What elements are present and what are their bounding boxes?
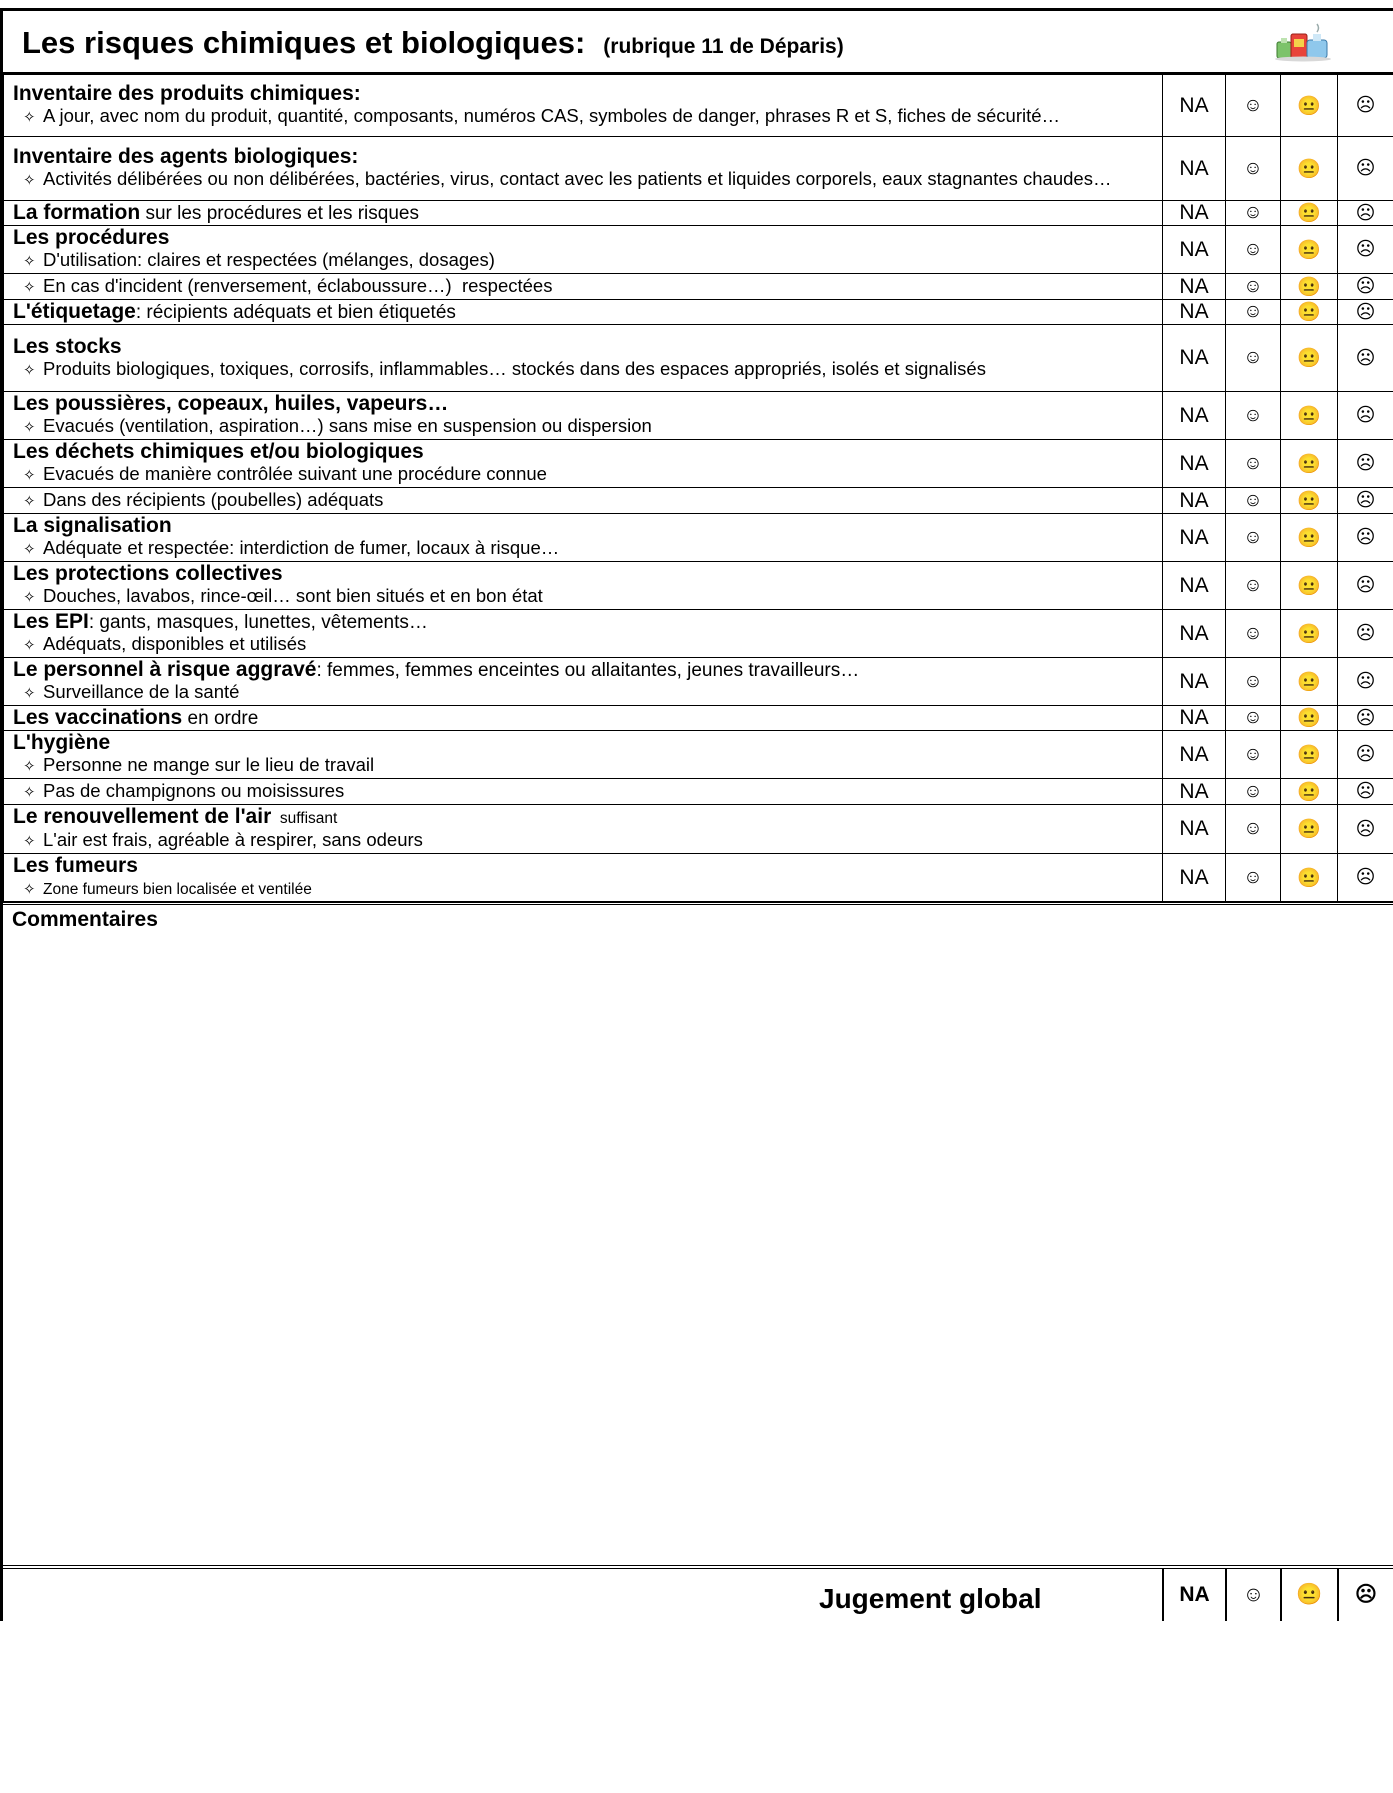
table-row xyxy=(4,226,1393,274)
happy-face-icon[interactable]: ☺ xyxy=(1226,226,1281,274)
diamond-bullet-icon: ✧ xyxy=(23,172,36,189)
row-subitem-text: D'utilisation: claires et respectées (mélanges, dosages) xyxy=(43,249,495,270)
happy-face-icon[interactable]: ☺ xyxy=(1226,562,1281,610)
row-label xyxy=(4,488,1163,514)
row-heading-bold: Inventaire des agents biologiques: xyxy=(13,145,359,168)
row-heading-bold: Les déchets chimiques et/ou biologiques xyxy=(13,440,424,463)
row-subitem xyxy=(13,489,1156,512)
row-subitem xyxy=(13,105,1156,128)
row-subitem xyxy=(13,585,1156,608)
row-subitem-text: Evacués de manière contrôlée suivant une procédure connue xyxy=(43,463,547,484)
diamond-bullet-icon: ✧ xyxy=(23,637,36,654)
row-heading-bold: Les fumeurs xyxy=(13,854,138,877)
na-cell[interactable]: NA xyxy=(1163,805,1226,854)
row-heading-bold: Inventaire des produits chimiques: xyxy=(13,82,361,105)
row-label xyxy=(4,706,1163,731)
row-subitem-text: Zone fumeurs bien localisée et ventilée xyxy=(43,881,312,898)
row-subitem xyxy=(13,358,1156,381)
table-row xyxy=(4,731,1393,779)
row-label xyxy=(4,440,1163,488)
happy-face-icon[interactable]: ☺ xyxy=(1226,440,1281,488)
row-heading xyxy=(13,202,1156,224)
na-cell[interactable]: NA xyxy=(1163,731,1226,779)
diamond-bullet-icon: ✧ xyxy=(23,758,36,775)
happy-face-icon[interactable]: ☺ xyxy=(1226,658,1281,706)
global-na-cell[interactable]: NA xyxy=(1162,1569,1225,1621)
na-cell[interactable]: NA xyxy=(1163,201,1226,226)
row-subitem-text: Adéquate et respectée: interdiction de fumer, locaux à risque… xyxy=(43,537,560,558)
happy-face-icon[interactable]: ☺ xyxy=(1226,325,1281,392)
diamond-bullet-icon: ✧ xyxy=(23,467,36,484)
title-main: Les risques chimiques et biologiques: xyxy=(22,25,586,60)
na-cell[interactable]: NA xyxy=(1163,274,1226,300)
neutral-face-icon[interactable]: 😐 xyxy=(1281,488,1338,514)
table-row xyxy=(4,274,1393,300)
na-cell[interactable]: NA xyxy=(1163,610,1226,658)
happy-face-icon[interactable]: ☺ xyxy=(1226,300,1281,325)
row-heading xyxy=(13,301,1156,323)
row-heading-bold: Le renouvellement de l'air xyxy=(13,805,272,828)
diamond-bullet-icon: ✧ xyxy=(23,253,36,270)
global-happy-face-icon[interactable]: ☺ xyxy=(1225,1569,1280,1621)
na-cell[interactable]: NA xyxy=(1163,706,1226,731)
sad-face-icon[interactable]: ☹ xyxy=(1338,392,1393,440)
checklist-table xyxy=(3,74,1393,902)
na-cell[interactable]: NA xyxy=(1163,392,1226,440)
row-heading-rest: : gants, masques, lunettes, vêtements… xyxy=(88,612,428,633)
sad-face-icon[interactable]: ☹ xyxy=(1338,854,1393,902)
row-heading-bold: Les stocks xyxy=(13,334,122,358)
row-subitem-text: Pas de champignons ou moisissures xyxy=(43,780,345,801)
table-row xyxy=(4,706,1393,731)
neutral-face-icon[interactable]: 😐 xyxy=(1281,300,1338,325)
na-cell[interactable]: NA xyxy=(1163,658,1226,706)
sad-face-icon[interactable]: ☹ xyxy=(1338,274,1393,300)
neutral-face-icon[interactable]: 😐 xyxy=(1281,392,1338,440)
row-heading-bold: Les poussières, copeaux, huiles, vapeurs… xyxy=(13,392,449,415)
table-row xyxy=(4,779,1393,805)
row-label xyxy=(4,514,1163,562)
row-subitem xyxy=(13,415,1156,438)
happy-face-icon[interactable]: ☺ xyxy=(1226,488,1281,514)
na-cell[interactable]: NA xyxy=(1163,488,1226,514)
row-heading-rest: : femmes, femmes enceintes ou allaitantes, jeunes travailleurs… xyxy=(316,660,860,681)
diamond-bullet-icon: ✧ xyxy=(23,833,36,850)
happy-face-icon[interactable]: ☺ xyxy=(1226,731,1281,779)
happy-face-icon[interactable]: ☺ xyxy=(1226,201,1281,226)
row-label xyxy=(4,300,1163,325)
row-subitem xyxy=(13,249,1156,272)
table-row xyxy=(4,488,1393,514)
row-subitem-text: Produits biologiques, toxiques, corrosifs, inflammables… stockés dans des espaces appropriés, isolés et signalisés xyxy=(43,357,986,379)
table-row xyxy=(4,805,1393,854)
neutral-face-icon[interactable]: 😐 xyxy=(1281,706,1338,731)
sad-face-icon[interactable]: ☹ xyxy=(1338,300,1393,325)
row-heading-bold: L'hygiène xyxy=(13,731,111,754)
row-heading-rest: : récipients adéquats et bien étiquetés xyxy=(135,302,456,323)
neutral-face-icon[interactable]: 😐 xyxy=(1281,75,1338,137)
title-sub: (rubrique 11 de Déparis) xyxy=(603,35,844,58)
sad-face-icon[interactable]: ☹ xyxy=(1338,562,1393,610)
sad-face-icon[interactable]: ☹ xyxy=(1338,779,1393,805)
diamond-bullet-icon: ✧ xyxy=(23,685,36,702)
sad-face-icon[interactable]: ☹ xyxy=(1338,75,1393,137)
row-label xyxy=(4,854,1163,902)
sad-face-icon[interactable]: ☹ xyxy=(1338,226,1393,274)
sad-face-icon[interactable]: ☹ xyxy=(1338,658,1393,706)
table-row xyxy=(4,562,1393,610)
row-label xyxy=(4,658,1163,706)
row-heading-bold: Les EPI xyxy=(13,610,89,633)
sad-face-icon[interactable]: ☹ xyxy=(1338,731,1393,779)
diamond-bullet-icon: ✧ xyxy=(23,541,36,558)
row-heading-rest: sur les procédures et les risques xyxy=(140,203,419,224)
happy-face-icon[interactable]: ☺ xyxy=(1226,514,1281,562)
row-subitem xyxy=(13,633,1156,656)
diamond-bullet-icon: ✧ xyxy=(23,109,36,126)
row-subitem-text: Adéquats, disponibles et utilisés xyxy=(43,633,307,654)
row-heading-bold: La signalisation xyxy=(13,514,172,537)
table-row xyxy=(4,137,1393,201)
neutral-face-icon[interactable]: 😐 xyxy=(1281,514,1338,562)
row-heading xyxy=(13,83,1156,105)
na-cell[interactable]: NA xyxy=(1163,325,1226,392)
row-heading-bold: Les procédures xyxy=(13,226,170,249)
sad-face-icon[interactable]: ☹ xyxy=(1338,325,1393,392)
row-heading-bold: Les protections collectives xyxy=(13,562,283,585)
row-heading-bold: La formation xyxy=(13,201,141,224)
na-cell[interactable]: NA xyxy=(1163,562,1226,610)
neutral-face-icon[interactable]: 😐 xyxy=(1281,731,1338,779)
sad-face-icon[interactable]: ☹ xyxy=(1338,488,1393,514)
happy-face-icon[interactable]: ☺ xyxy=(1226,706,1281,731)
row-label xyxy=(4,779,1163,805)
na-cell[interactable]: NA xyxy=(1163,226,1226,274)
neutral-face-icon[interactable]: 😐 xyxy=(1281,274,1338,300)
row-label xyxy=(4,731,1163,779)
row-subitem-text: En cas d'incident (renversement, éclaboussure…) respectées xyxy=(43,275,553,296)
row-subitem xyxy=(13,537,1156,560)
row-label xyxy=(4,75,1163,137)
happy-face-icon[interactable]: ☺ xyxy=(1226,274,1281,300)
happy-face-icon[interactable]: ☺ xyxy=(1226,805,1281,854)
global-judgement-label: Jugement global xyxy=(819,1583,1042,1614)
checklist-frame xyxy=(0,8,1393,1621)
row-subitem xyxy=(13,829,1156,852)
row-subitem xyxy=(13,754,1156,777)
global-judgement-row xyxy=(3,1565,1393,1621)
row-subitem-text: Dans des récipients (poubelles) adéquats xyxy=(43,489,384,510)
happy-face-icon[interactable]: ☺ xyxy=(1226,75,1281,137)
row-label xyxy=(4,325,1163,392)
table-row xyxy=(4,300,1393,325)
row-heading xyxy=(13,441,1156,463)
sad-face-icon[interactable]: ☹ xyxy=(1338,137,1393,201)
row-heading xyxy=(13,855,1156,877)
row-heading xyxy=(13,707,1156,729)
na-cell[interactable]: NA xyxy=(1163,137,1226,201)
row-heading xyxy=(13,393,1156,415)
row-heading xyxy=(13,336,1156,358)
row-label xyxy=(4,226,1163,274)
table-row xyxy=(4,514,1393,562)
diamond-bullet-icon: ✧ xyxy=(23,589,36,606)
happy-face-icon[interactable]: ☺ xyxy=(1226,610,1281,658)
row-subitem xyxy=(13,681,1156,704)
row-subitem xyxy=(13,275,1156,298)
table-row xyxy=(4,75,1393,137)
na-cell[interactable]: NA xyxy=(1163,854,1226,902)
sad-face-icon[interactable]: ☹ xyxy=(1338,440,1393,488)
neutral-face-icon[interactable]: 😐 xyxy=(1281,325,1338,392)
na-cell[interactable]: NA xyxy=(1163,300,1226,325)
table-row xyxy=(4,201,1393,226)
row-heading-bold: Les vaccinations xyxy=(13,706,183,729)
neutral-face-icon[interactable]: 😐 xyxy=(1281,610,1338,658)
row-subitem-text: L'air est frais, agréable à respirer, sans odeurs xyxy=(43,829,423,850)
row-heading-rest: en ordre xyxy=(182,708,259,729)
row-heading-bold: L'étiquetage xyxy=(13,300,136,323)
na-cell[interactable]: NA xyxy=(1163,514,1226,562)
neutral-face-icon[interactable]: 😐 xyxy=(1281,440,1338,488)
row-heading xyxy=(13,611,1156,633)
row-heading-bold: Le personnel à risque aggravé xyxy=(13,658,317,681)
happy-face-icon[interactable]: ☺ xyxy=(1226,392,1281,440)
row-subitem-text: Evacués (ventilation, aspiration…) sans mise en suspension ou dispersion xyxy=(43,415,652,436)
row-label xyxy=(4,392,1163,440)
neutral-face-icon[interactable]: 😐 xyxy=(1281,779,1338,805)
row-subitem xyxy=(13,463,1156,486)
row-heading xyxy=(13,732,1156,754)
sad-face-icon[interactable]: ☹ xyxy=(1338,610,1393,658)
neutral-face-icon[interactable]: 😐 xyxy=(1281,562,1338,610)
comments-area[interactable] xyxy=(3,902,1393,1565)
neutral-face-icon[interactable]: 😐 xyxy=(1281,137,1338,201)
row-heading-rest: suffisant xyxy=(271,810,338,827)
row-label xyxy=(4,610,1163,658)
sad-face-icon[interactable]: ☹ xyxy=(1338,706,1393,731)
page-title xyxy=(22,25,844,61)
row-heading xyxy=(13,806,1156,829)
row-heading xyxy=(13,515,1156,537)
happy-face-icon[interactable]: ☺ xyxy=(1226,854,1281,902)
row-label xyxy=(4,137,1163,201)
row-label xyxy=(4,562,1163,610)
comments-label: Commentaires xyxy=(12,908,158,931)
title-row xyxy=(3,11,1393,74)
table-row xyxy=(4,440,1393,488)
table-row xyxy=(4,325,1393,392)
diamond-bullet-icon: ✧ xyxy=(23,419,36,436)
diamond-bullet-icon: ✧ xyxy=(23,493,36,510)
neutral-face-icon[interactable]: 😐 xyxy=(1281,658,1338,706)
happy-face-icon[interactable]: ☺ xyxy=(1226,137,1281,201)
diamond-bullet-icon: ✧ xyxy=(23,881,36,898)
diamond-bullet-icon: ✧ xyxy=(23,784,36,801)
sad-face-icon[interactable]: ☹ xyxy=(1338,805,1393,854)
table-row xyxy=(4,658,1393,706)
happy-face-icon[interactable]: ☺ xyxy=(1226,779,1281,805)
row-label xyxy=(4,201,1163,226)
neutral-face-icon[interactable]: 😐 xyxy=(1281,201,1338,226)
row-subitem-text: Activités délibérées ou non délibérées, bactéries, virus, contact avec les patients et liquides corporels, eaux stagnantes chaudes… xyxy=(43,168,1112,189)
row-heading xyxy=(13,659,1156,681)
table-row xyxy=(4,854,1393,902)
global-neutral-face-icon[interactable]: 😐 xyxy=(1280,1569,1337,1621)
row-subitem-text: Surveillance de la santé xyxy=(43,681,240,702)
row-label xyxy=(4,805,1163,854)
diamond-bullet-icon: ✧ xyxy=(23,279,36,296)
row-subitem xyxy=(13,780,1156,803)
table-row xyxy=(4,392,1393,440)
neutral-face-icon[interactable]: 😐 xyxy=(1281,854,1338,902)
diamond-bullet-icon: ✧ xyxy=(23,361,36,379)
chemicals-icon xyxy=(1273,20,1333,62)
na-cell[interactable]: NA xyxy=(1163,440,1226,488)
na-cell[interactable]: NA xyxy=(1163,779,1226,805)
sad-face-icon[interactable]: ☹ xyxy=(1338,514,1393,562)
row-subitem-text: Personne ne mange sur le lieu de travail xyxy=(43,754,375,775)
neutral-face-icon[interactable]: 😐 xyxy=(1281,226,1338,274)
na-cell[interactable]: NA xyxy=(1163,75,1226,137)
row-heading xyxy=(13,563,1156,585)
global-sad-face-icon[interactable]: ☹ xyxy=(1337,1569,1393,1621)
row-subitem-text: A jour, avec nom du produit, quantité, composants, numéros CAS, symboles de danger, phrases R et S, fiches de sécurité… xyxy=(43,105,1061,126)
checklist-sheet xyxy=(0,8,1393,1621)
row-subitem xyxy=(13,168,1156,191)
row-subitem-text: Douches, lavabos, rince-œil… sont bien situés et en bon état xyxy=(43,585,543,606)
sad-face-icon[interactable]: ☹ xyxy=(1338,201,1393,226)
row-heading xyxy=(13,227,1156,249)
row-heading xyxy=(13,146,1156,168)
table-row xyxy=(4,610,1393,658)
row-label xyxy=(4,274,1163,300)
neutral-face-icon[interactable]: 😐 xyxy=(1281,805,1338,854)
row-subitem xyxy=(13,877,1156,900)
